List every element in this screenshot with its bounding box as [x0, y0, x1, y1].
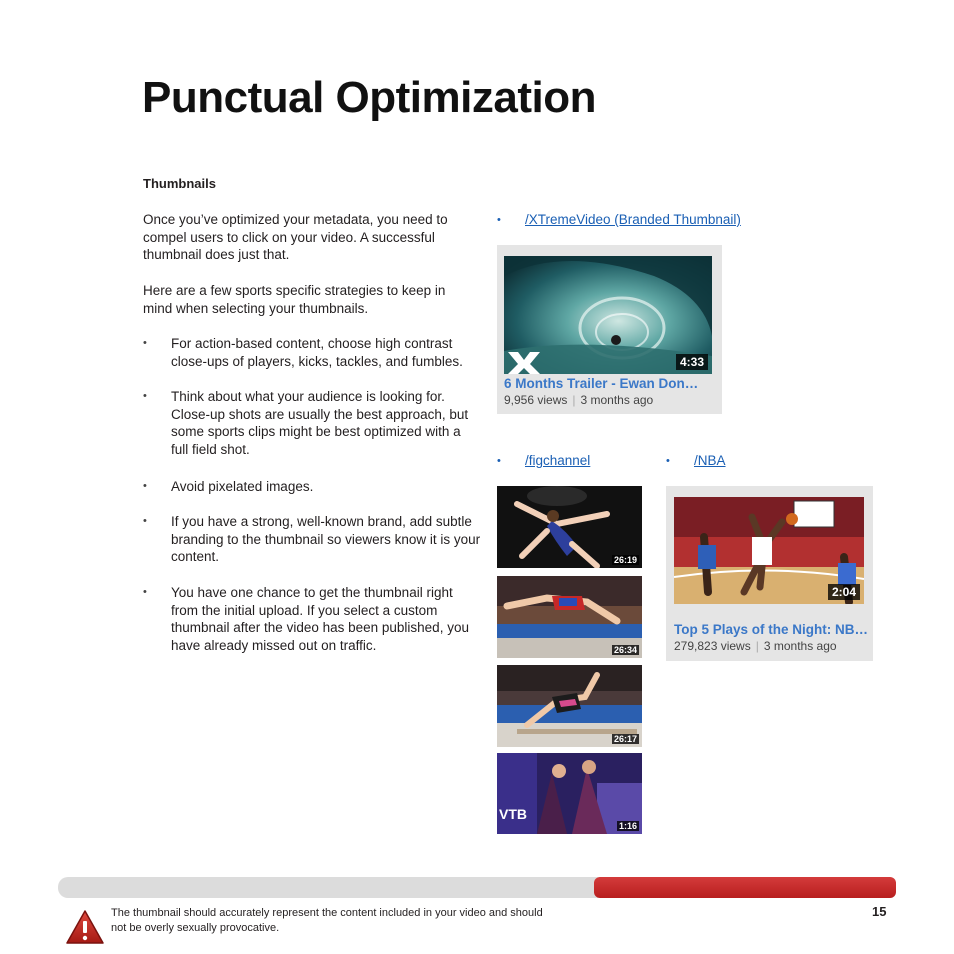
- footer-note: The thumbnail should accurately represent the content included in your video and should not be overly sexually provocative.: [111, 907, 543, 934]
- video-meta: 9,956 views | 3 months ago: [504, 393, 654, 407]
- bullet-dot: •: [143, 390, 147, 402]
- warning-triangle-icon: [65, 909, 105, 945]
- list-item: • Avoid pixelated images.: [143, 479, 314, 494]
- nba-video-card[interactable]: [666, 486, 873, 661]
- bullet-dot: •: [143, 337, 147, 349]
- video-duration-badge: 26:34: [613, 645, 637, 655]
- list-item: • You have one chance to get the thumbnail right from the initial upload. If you select a custom thumbnail after the video has been published, you have already missed out on traffic.: [143, 585, 469, 654]
- page-title: Punctual Optimization: [142, 73, 596, 122]
- wave-thumbnail[interactable]: [504, 256, 712, 374]
- footer-bar-gray: [58, 877, 598, 898]
- gymnastics-thumbnail-3[interactable]: [497, 665, 642, 747]
- xtreme-video-card[interactable]: [497, 245, 722, 414]
- xtremevideo-link[interactable]: /XTremeVideo (Branded Thumbnail): [525, 212, 741, 227]
- list-item: • If you have a strong, well-known brand, add subtle branding to the thumbnail so viewers know it is your content.: [143, 514, 481, 565]
- link-bullet: •: [666, 455, 670, 467]
- svg-text:VTB: VTB: [499, 806, 527, 822]
- video-title[interactable]: Top 5 Plays of the Night: NB…: [674, 622, 869, 637]
- bullet-dot: •: [143, 480, 147, 492]
- bullet-dot: •: [143, 515, 147, 527]
- video-duration-badge: 26:17: [613, 734, 637, 744]
- video-duration-badge: 26:19: [613, 555, 637, 565]
- video-meta: 279,823 views | 3 months ago: [674, 639, 837, 653]
- video-duration-badge: 1:16: [618, 821, 637, 831]
- bullet-dot: •: [143, 586, 147, 598]
- strategies-paragraph: Here are a few sports specific strategies to keep in mind when selecting your thumbnails.: [143, 283, 446, 316]
- gymnastics-thumbnail-4[interactable]: [497, 753, 642, 834]
- list-item: • For action-based content, choose high contrast close-ups of players, kicks, tackles, and fumbles.: [143, 336, 463, 369]
- intro-paragraph: Once you’ve optimized your metadata, you need to compel users to click on your video. A successful thumbnail does just that.: [143, 212, 448, 263]
- basketball-thumbnail[interactable]: [674, 497, 864, 604]
- list-item: • Think about what your audience is looking for. Close-up shots are usually the best approach, but some sports clips might be best optimized with a full field shot.: [143, 389, 469, 458]
- gymnastics-thumbnail-2[interactable]: [497, 576, 642, 658]
- gymnastics-thumbnail-1[interactable]: [497, 486, 642, 568]
- page-number: 15: [872, 904, 887, 919]
- video-duration-badge: 2:04: [828, 584, 860, 600]
- nba-link[interactable]: /NBA: [694, 453, 726, 468]
- figchannel-link[interactable]: /figchannel: [525, 453, 591, 468]
- footer-bar-red: [594, 877, 896, 898]
- video-duration-badge: 4:33: [676, 354, 708, 370]
- video-title[interactable]: 6 Months Trailer - Ewan Don…: [504, 376, 699, 391]
- link-bullet: •: [497, 455, 501, 467]
- link-bullet: •: [497, 214, 501, 226]
- section-heading: Thumbnails: [143, 176, 216, 191]
